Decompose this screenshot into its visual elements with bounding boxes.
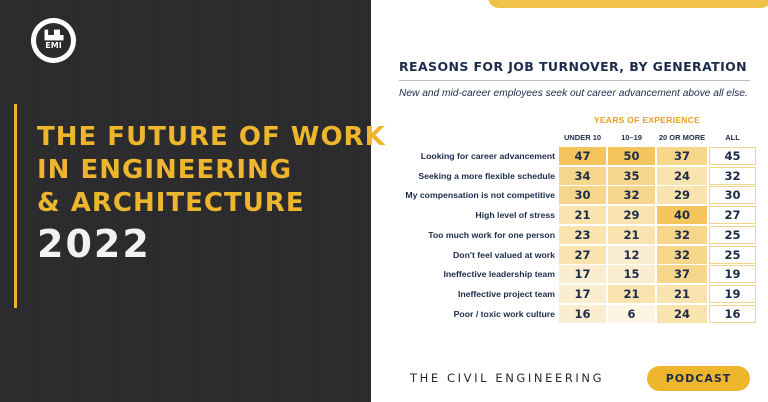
table-cell: 24 [657, 167, 707, 185]
table-cell: 32 [657, 246, 707, 264]
table-cell: 29 [608, 206, 655, 224]
table-cell-all: 25 [709, 226, 756, 244]
headline-line-3: & ARCHITECTURE [37, 188, 305, 218]
table-cell: 50 [608, 147, 655, 165]
column-header-under-10: UNDER 10 [563, 133, 602, 142]
row-label: Ineffective leadership team [443, 269, 555, 279]
table-cell: 40 [657, 206, 707, 224]
headline-line-1: THE FUTURE OF WORK [37, 122, 386, 152]
table-cell: 21 [559, 206, 606, 224]
table-cell-all: 30 [709, 186, 756, 204]
table-cell: 27 [559, 246, 606, 264]
table-cell: 16 [559, 305, 606, 323]
table-cell-all: 45 [709, 147, 756, 165]
decorative-pill [488, 0, 768, 8]
chart-subtitle: New and mid-career employees seek out career advancement above all else. [399, 88, 748, 99]
table-cell: 21 [657, 285, 707, 303]
buildings-icon: ▙▟▙ [44, 30, 63, 41]
table-cell: 6 [608, 305, 655, 323]
accent-rule [14, 104, 17, 308]
table-cell: 35 [608, 167, 655, 185]
row-label: Looking for career advancement [420, 151, 555, 161]
table-cell: 23 [559, 226, 606, 244]
column-group-label: YEARS OF EXPERIENCE [593, 115, 701, 125]
table-cell: 37 [657, 265, 707, 283]
chart-title: REASONS FOR JOB TURNOVER, BY GENERATION [399, 59, 748, 74]
report-year: 2022 [37, 222, 151, 266]
title-divider [399, 80, 750, 81]
table-cell: 30 [559, 186, 606, 204]
headline [37, 121, 386, 220]
column-header-20-plus: 20 OR MORE [658, 133, 706, 142]
row-label: Don't feel valued at work [453, 250, 555, 260]
table-cell-all: 16 [709, 305, 756, 323]
table-cell: 21 [608, 285, 655, 303]
table-cell: 32 [657, 226, 707, 244]
column-header-all: ALL [725, 133, 740, 142]
podcast-name: THE CIVIL ENGINEERING [410, 371, 605, 385]
table-cell: 15 [608, 265, 655, 283]
table-cell: 17 [559, 285, 606, 303]
table-cell: 34 [559, 167, 606, 185]
table-cell-all: 32 [709, 167, 756, 185]
table-cell: 17 [559, 265, 606, 283]
row-label: My compensation is not competitive [405, 190, 555, 200]
podcast-badge[interactable]: PODCAST [647, 366, 750, 391]
row-label: High level of stress [475, 210, 555, 220]
headline-line-2: IN ENGINEERING [37, 155, 293, 185]
table-cell: 24 [657, 305, 707, 323]
table-cell: 47 [559, 147, 606, 165]
table-cell: 37 [657, 147, 707, 165]
emi-logo [31, 18, 76, 63]
table-cell-all: 19 [709, 285, 756, 303]
logo-text: EMI [45, 40, 62, 50]
column-header-10-19: 10–19 [621, 133, 642, 142]
table-cell: 29 [657, 186, 707, 204]
table-cell: 32 [608, 186, 655, 204]
row-label: Ineffective project team [457, 289, 555, 299]
table-cell-all: 27 [709, 206, 756, 224]
row-label: Seeking a more flexible schedule [418, 171, 555, 181]
emi-logo-badge [36, 23, 71, 58]
row-label: Poor / toxic work culture [453, 309, 555, 319]
row-label: Too much work for one person [428, 230, 555, 240]
table-cell: 21 [608, 226, 655, 244]
table-cell-all: 19 [709, 265, 756, 283]
table-cell-all: 25 [709, 246, 756, 264]
table-cell: 12 [608, 246, 655, 264]
